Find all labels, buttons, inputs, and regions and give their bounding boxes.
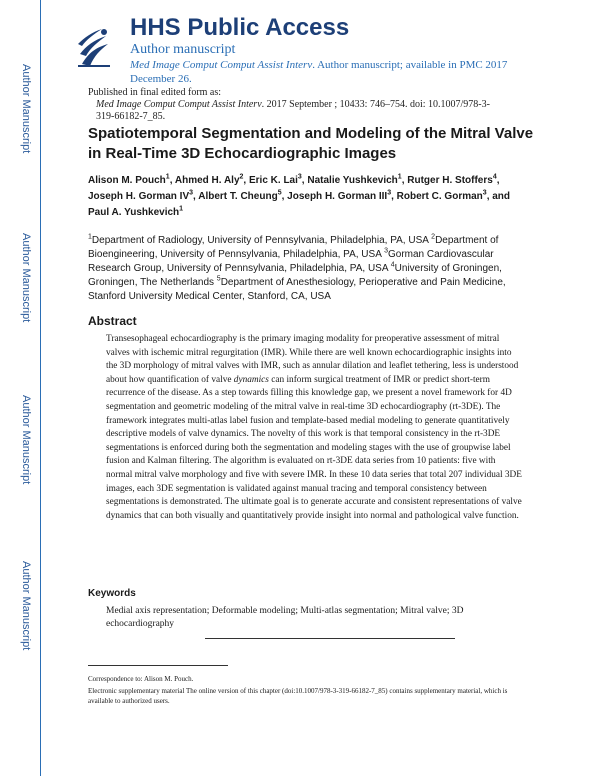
sidebar-label: Author Manuscript <box>20 561 32 651</box>
author-affiliation-marker: 4 <box>492 173 497 181</box>
affiliation-marker: 1 <box>88 233 92 241</box>
author-affiliation-marker: 1 <box>165 173 170 181</box>
author-name: Rutger H. Stoffers <box>407 175 493 186</box>
hhs-title: HHS Public Access <box>130 14 350 41</box>
abstract-heading: Abstract <box>88 314 137 328</box>
footnote-divider <box>88 665 228 666</box>
correspondence-note: Correspondence to: Alison M. Pouch. <box>88 675 194 683</box>
author-name: Joseph H. Gorman III <box>287 191 388 202</box>
keywords-text: Medial axis representation; Deformable modeling; Multi-atlas segmentation; Mitral valve; 3D echocardiography <box>106 606 464 629</box>
author-affiliation-marker: 5 <box>277 189 282 197</box>
citation <box>88 99 508 123</box>
hhs-eagle-logo-icon <box>74 24 114 70</box>
journal-name: Med Image Comput Comput Assist Interv <box>130 59 313 71</box>
affiliations <box>88 234 528 304</box>
supplementary-note: Electronic supplementary material The online version of this chapter (doi:10.1007/978-3-319-66182-7_85) contains supplementary material, which is available to authorized users. <box>88 687 508 705</box>
author-affiliation-marker: 3 <box>482 189 487 197</box>
sidebar-divider <box>40 0 41 776</box>
author-affiliation-marker: 1 <box>179 205 184 213</box>
affiliation-marker: 5 <box>216 275 221 283</box>
keywords-heading: Keywords <box>88 588 136 599</box>
author-list: Alison M. Pouch$^1$, Ahmed H. Aly$^2$, Eric K. Lai$^3$, Natalie Yushkevich$^1$, Rutger H. Stoffers$^4$, Joseph H. Gorman $IV^3$, Albert T. Cheung$^5$, Joseph H. Gorman III$^3$, Robert C. Gorman$^3$, and Paul A. Yushkevich$^1$ <box>88 173 511 218</box>
affiliation-marker: 4 <box>390 261 395 269</box>
sidebar-label: Author Manuscript <box>20 395 32 485</box>
author-name: Natalie Yushkevich <box>307 175 398 186</box>
affiliation-marker: 2 <box>431 233 436 241</box>
affiliation-text: Gorman Cardiovascular Research Group, University of Pennsylvania, Philadelphia, PA, USA <box>88 249 494 274</box>
affiliation-text: Department of Anesthesiology, Perioperative and Pain Medicine, Stanford University Medical Center, Stanford, CA, USA <box>88 277 506 302</box>
publication-info <box>88 87 508 123</box>
author-name: Alison M. Pouch <box>88 175 166 186</box>
author-affiliation-marker: 1 <box>397 173 402 181</box>
section-divider <box>205 638 455 639</box>
citation-journal: Med Image Comput Comput Assist Interv <box>96 99 262 110</box>
author-name: Ahmed H. Aly <box>174 175 240 186</box>
author-name: Eric K. Lai <box>248 175 298 186</box>
sidebar-label: Author Manuscript <box>20 64 32 154</box>
affiliation-text: Department of Bioengineering, University of Pennsylvania, Philadelphia, PA, USA <box>88 235 499 260</box>
citation-details: . 2017 September ; 10433: 746–754. doi: 10.1007/978-3-319-66182-7_85. <box>96 99 490 122</box>
author-affiliation-marker: 3 <box>387 189 392 197</box>
affiliation-text: Department of Radiology, University of Pennsylvania, Philadelphia, PA, USA <box>91 235 432 246</box>
author-name: Paul A. Yushkevich <box>88 207 180 218</box>
journal-availability <box>130 58 550 86</box>
author-name: Albert T. Cheung <box>198 191 278 202</box>
author-name: Robert C. Gorman <box>396 191 483 202</box>
hhs-subtitle: Author manuscript <box>130 42 236 57</box>
availability-text: . Author manuscript; available in PMC 2017 December 26. <box>130 59 508 85</box>
abstract-text: Transesophageal echocardiography is the primary imaging modality for preoperative assessment of mitral valves with ischemic mitral regurgitation (IMR). While there are well known echocardiographic insights into the 3D morphology of mitral valves with IMR, such as annular dilation and leaflet tethering, less is understood about how quantification of valve dynamics can inform surgical treatment of IMR or predict short-term recurrence of the disease. As a step towards filling this knowledge gap, we present a novel framework for 4D segmentation and geometric modeling of the mitral valve in real-time 3D echocardiography (rt-3DE). The framework integrates multi-atlas label fusion and template-based medial modeling to generate quantitatively descriptive models of valve dynamics. The novelty of this work is that temporal consistency in the rt-3DE segmentations is enforced during both the segmentation and modeling stages with the use of groupwise label fusion and Kalman filtering. The algorithm is evaluated on rt-3DE data series from 10 patients: five with normal mitral valve morphology and five with severe IMR. In these 10 data series that total 207 individual 3DE images, each 3DE segmentation is validated against manual tracing and temporal consistency between segmentations is demonstrated. The ultimate goal is to generate accurate and consistent representations of valve dynamics that can both visually and quantitatively provide insight into normal and pathological valve function. <box>106 334 522 521</box>
published-label: Published in final edited form as: <box>88 87 222 98</box>
author-affiliation-marker: 3 <box>297 173 302 181</box>
affiliation-marker: 3 <box>384 247 388 255</box>
affiliation-text: University of Groningen, Groningen, The Netherlands <box>88 263 502 288</box>
author-affiliation-marker: 3 <box>189 189 194 197</box>
article-title: Spatiotemporal Segmentation and Modeling of the Mitral Valve in Real-Time 3D Echocardiographic Images <box>88 125 534 162</box>
author-name: Joseph H. Gorman IV <box>88 191 190 202</box>
sidebar-label: Author Manuscript <box>20 233 32 323</box>
author-affiliation-marker: 2 <box>239 173 244 181</box>
